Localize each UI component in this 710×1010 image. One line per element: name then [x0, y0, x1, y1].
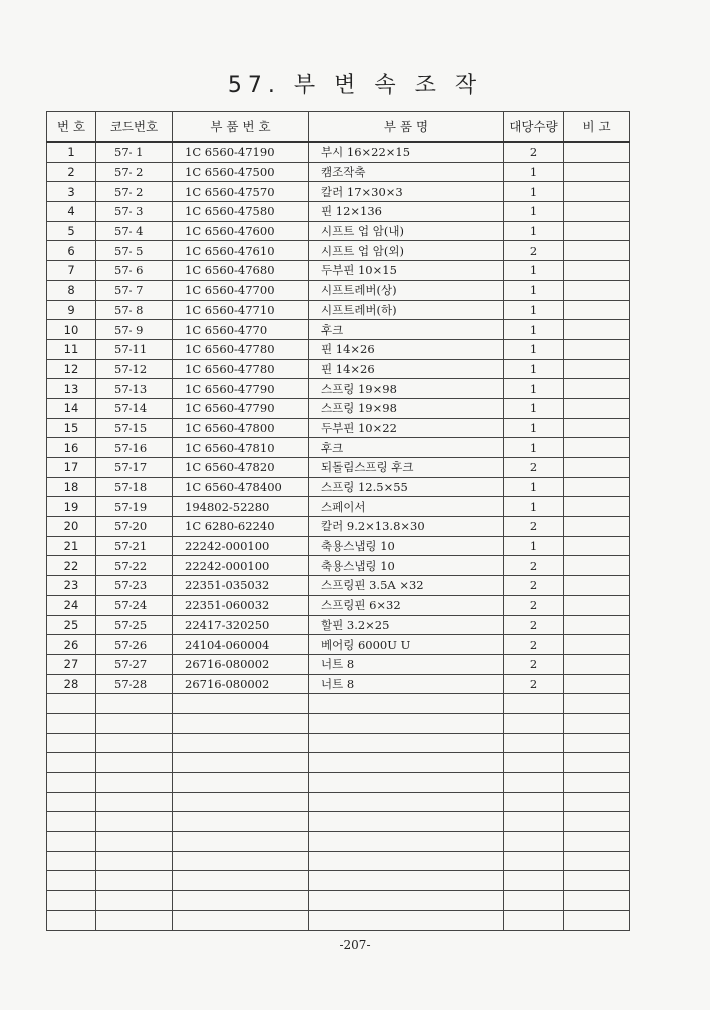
part-number-cell: 22242-000100	[173, 556, 309, 576]
part-number-cell: 1C 6280-62240	[173, 517, 309, 537]
quantity-cell: 1	[504, 182, 564, 202]
code-number-cell: 57- 6	[96, 261, 173, 281]
code-number-cell	[96, 753, 173, 773]
table-row	[47, 832, 630, 852]
code-number-cell: 57-20	[96, 517, 173, 537]
code-number-cell	[96, 891, 173, 911]
table-row	[47, 517, 630, 537]
row-number-cell: 17	[47, 458, 96, 478]
table-row	[47, 576, 630, 596]
col-quantity-header: 대당수량	[504, 112, 564, 143]
quantity-cell	[504, 773, 564, 793]
row-number-cell: 23	[47, 576, 96, 596]
part-name-cell: 스프링핀 6×32	[309, 595, 504, 615]
quantity-cell: 1	[504, 339, 564, 359]
part-name-cell: 너트 8	[309, 674, 504, 694]
row-number-cell: 26	[47, 635, 96, 655]
remarks-cell	[564, 300, 630, 320]
row-number-cell: 6	[47, 241, 96, 261]
table-row	[47, 182, 630, 202]
table-row	[47, 280, 630, 300]
code-number-cell: 57- 5	[96, 241, 173, 261]
table-row	[47, 418, 630, 438]
remarks-cell	[564, 871, 630, 891]
row-number-cell	[47, 792, 96, 812]
quantity-cell: 1	[504, 162, 564, 182]
remarks-cell	[564, 733, 630, 753]
part-number-cell	[173, 891, 309, 911]
part-number-cell: 194802-52280	[173, 497, 309, 517]
part-name-cell: 스프링 19×98	[309, 379, 504, 399]
remarks-cell	[564, 241, 630, 261]
part-name-cell	[309, 792, 504, 812]
quantity-cell: 2	[504, 595, 564, 615]
code-number-cell	[96, 812, 173, 832]
table-row	[47, 556, 630, 576]
part-number-cell	[173, 910, 309, 930]
remarks-cell	[564, 674, 630, 694]
part-number-cell: 1C 6560-47610	[173, 241, 309, 261]
remarks-cell	[564, 202, 630, 222]
row-number-cell: 25	[47, 615, 96, 635]
quantity-cell	[504, 792, 564, 812]
row-number-cell	[47, 713, 96, 733]
part-name-cell: 칼러 17×30×3	[309, 182, 504, 202]
quantity-cell	[504, 871, 564, 891]
table-body	[47, 142, 630, 930]
table-row	[47, 261, 630, 281]
quantity-cell	[504, 910, 564, 930]
part-name-cell: 핀 12×136	[309, 202, 504, 222]
remarks-cell	[564, 517, 630, 537]
part-name-cell: 베어링 6000U U	[309, 635, 504, 655]
row-number-cell: 7	[47, 261, 96, 281]
part-name-cell: 너트 8	[309, 654, 504, 674]
table-row	[47, 536, 630, 556]
part-name-cell: 할핀 3.2×25	[309, 615, 504, 635]
table-row	[47, 871, 630, 891]
table-row	[47, 339, 630, 359]
code-number-cell: 57-16	[96, 438, 173, 458]
quantity-cell: 1	[504, 221, 564, 241]
code-number-cell: 57-17	[96, 458, 173, 478]
code-number-cell: 57-12	[96, 359, 173, 379]
table-row	[47, 221, 630, 241]
row-number-cell	[47, 851, 96, 871]
part-name-cell: 시프트 업 암(내)	[309, 221, 504, 241]
table-row	[47, 320, 630, 340]
row-number-cell	[47, 753, 96, 773]
part-name-cell: 두부핀 10×22	[309, 418, 504, 438]
part-number-cell: 22351-035032	[173, 576, 309, 596]
part-name-cell	[309, 713, 504, 733]
code-number-cell: 57- 3	[96, 202, 173, 222]
table-row	[47, 792, 630, 812]
quantity-cell: 1	[504, 202, 564, 222]
remarks-cell	[564, 162, 630, 182]
col-part-number-header: 부 품 번 호	[173, 112, 309, 143]
quantity-cell	[504, 753, 564, 773]
quantity-cell	[504, 891, 564, 911]
table-row	[47, 733, 630, 753]
row-number-cell: 20	[47, 517, 96, 537]
part-name-cell	[309, 910, 504, 930]
row-number-cell: 22	[47, 556, 96, 576]
code-number-cell: 57- 8	[96, 300, 173, 320]
quantity-cell: 2	[504, 654, 564, 674]
parts-table	[46, 111, 630, 931]
table-row	[47, 635, 630, 655]
table-row	[47, 674, 630, 694]
quantity-cell	[504, 851, 564, 871]
part-name-cell	[309, 871, 504, 891]
part-number-cell: 22351-060032	[173, 595, 309, 615]
code-number-cell: 57- 1	[96, 142, 173, 162]
remarks-cell	[564, 753, 630, 773]
quantity-cell: 1	[504, 438, 564, 458]
table-row	[47, 398, 630, 418]
code-number-cell	[96, 910, 173, 930]
code-number-cell: 57-23	[96, 576, 173, 596]
remarks-cell	[564, 654, 630, 674]
col-code-header: 코드번호	[96, 112, 173, 143]
remarks-cell	[564, 438, 630, 458]
quantity-cell: 1	[504, 536, 564, 556]
table-row	[47, 694, 630, 714]
code-number-cell: 57-11	[96, 339, 173, 359]
table-row	[47, 713, 630, 733]
table-row	[47, 438, 630, 458]
part-number-cell	[173, 851, 309, 871]
part-name-cell	[309, 694, 504, 714]
page-number: -207-	[339, 938, 371, 952]
part-number-cell: 22242-000100	[173, 536, 309, 556]
table-row	[47, 910, 630, 930]
row-number-cell: 12	[47, 359, 96, 379]
table-row	[47, 458, 630, 478]
row-number-cell: 3	[47, 182, 96, 202]
table-row	[47, 497, 630, 517]
part-number-cell: 1C 6560-47790	[173, 379, 309, 399]
row-number-cell: 16	[47, 438, 96, 458]
table-row	[47, 812, 630, 832]
code-number-cell: 57-19	[96, 497, 173, 517]
part-number-cell	[173, 713, 309, 733]
table-row	[47, 773, 630, 793]
row-number-cell: 18	[47, 477, 96, 497]
table-row	[47, 654, 630, 674]
part-name-cell: 스페이서	[309, 497, 504, 517]
remarks-cell	[564, 556, 630, 576]
table-row	[47, 891, 630, 911]
row-number-cell: 27	[47, 654, 96, 674]
page-title: 57. 부 변 속 조 작	[227, 73, 483, 98]
remarks-cell	[564, 615, 630, 635]
row-number-cell: 28	[47, 674, 96, 694]
quantity-cell: 1	[504, 398, 564, 418]
header-row	[47, 112, 630, 143]
quantity-cell: 2	[504, 635, 564, 655]
part-number-cell: 1C 6560-478400	[173, 477, 309, 497]
part-number-cell: 22417-320250	[173, 615, 309, 635]
part-number-cell: 24104-060004	[173, 635, 309, 655]
row-number-cell: 11	[47, 339, 96, 359]
part-name-cell	[309, 812, 504, 832]
table-row	[47, 241, 630, 261]
code-number-cell	[96, 733, 173, 753]
remarks-cell	[564, 832, 630, 852]
row-number-cell	[47, 832, 96, 852]
col-part-name-header: 부 품 명	[309, 112, 504, 143]
remarks-cell	[564, 595, 630, 615]
part-number-cell: 1C 6560-47680	[173, 261, 309, 281]
remarks-cell	[564, 339, 630, 359]
part-name-cell: 스프링핀 3.5A ×32	[309, 576, 504, 596]
code-number-cell: 57- 9	[96, 320, 173, 340]
part-number-cell: 1C 6560-47790	[173, 398, 309, 418]
part-name-cell: 시프트레버(상)	[309, 280, 504, 300]
part-number-cell: 1C 6560-47820	[173, 458, 309, 478]
part-number-cell	[173, 753, 309, 773]
part-number-cell	[173, 871, 309, 891]
row-number-cell: 15	[47, 418, 96, 438]
row-number-cell	[47, 871, 96, 891]
part-name-cell: 시프트레버(하)	[309, 300, 504, 320]
code-number-cell: 57-24	[96, 595, 173, 615]
quantity-cell: 2	[504, 517, 564, 537]
code-number-cell: 57-25	[96, 615, 173, 635]
row-number-cell: 14	[47, 398, 96, 418]
table-row	[47, 359, 630, 379]
remarks-cell	[564, 536, 630, 556]
remarks-cell	[564, 891, 630, 911]
part-number-cell	[173, 773, 309, 793]
code-number-cell: 57-22	[96, 556, 173, 576]
quantity-cell: 2	[504, 241, 564, 261]
part-number-cell: 1C 6560-47780	[173, 339, 309, 359]
part-name-cell: 되돌림스프링 후크	[309, 458, 504, 478]
part-name-cell: 스프링 12.5×55	[309, 477, 504, 497]
part-number-cell	[173, 832, 309, 852]
code-number-cell	[96, 792, 173, 812]
row-number-cell: 10	[47, 320, 96, 340]
remarks-cell	[564, 477, 630, 497]
table-row	[47, 615, 630, 635]
quantity-cell	[504, 812, 564, 832]
part-name-cell	[309, 832, 504, 852]
remarks-cell	[564, 713, 630, 733]
quantity-cell: 2	[504, 556, 564, 576]
quantity-cell: 2	[504, 674, 564, 694]
row-number-cell: 13	[47, 379, 96, 399]
quantity-cell: 2	[504, 142, 564, 162]
quantity-cell: 1	[504, 280, 564, 300]
part-name-cell: 축용스냅링 10	[309, 536, 504, 556]
remarks-cell	[564, 379, 630, 399]
code-number-cell: 57- 2	[96, 162, 173, 182]
part-name-cell	[309, 891, 504, 911]
row-number-cell	[47, 773, 96, 793]
row-number-cell: 9	[47, 300, 96, 320]
table-row	[47, 142, 630, 162]
remarks-cell	[564, 458, 630, 478]
remarks-cell	[564, 398, 630, 418]
remarks-cell	[564, 851, 630, 871]
part-name-cell: 시프트 업 암(외)	[309, 241, 504, 261]
code-number-cell: 57-27	[96, 654, 173, 674]
row-number-cell: 2	[47, 162, 96, 182]
part-number-cell: 1C 6560-47800	[173, 418, 309, 438]
quantity-cell: 2	[504, 576, 564, 596]
remarks-cell	[564, 261, 630, 281]
quantity-cell: 1	[504, 418, 564, 438]
code-number-cell: 57-14	[96, 398, 173, 418]
row-number-cell: 5	[47, 221, 96, 241]
code-number-cell	[96, 871, 173, 891]
quantity-cell	[504, 694, 564, 714]
quantity-cell: 1	[504, 497, 564, 517]
quantity-cell	[504, 733, 564, 753]
quantity-cell: 1	[504, 379, 564, 399]
code-number-cell	[96, 832, 173, 852]
part-number-cell: 1C 6560-47710	[173, 300, 309, 320]
code-number-cell: 57-28	[96, 674, 173, 694]
table-row	[47, 379, 630, 399]
part-name-cell: 후크	[309, 438, 504, 458]
remarks-cell	[564, 418, 630, 438]
table-row	[47, 162, 630, 182]
code-number-cell: 57- 7	[96, 280, 173, 300]
part-name-cell: 두부핀 10×15	[309, 261, 504, 281]
row-number-cell: 8	[47, 280, 96, 300]
part-name-cell: 부시 16×22×15	[309, 142, 504, 162]
quantity-cell: 2	[504, 615, 564, 635]
quantity-cell	[504, 832, 564, 852]
part-number-cell	[173, 812, 309, 832]
remarks-cell	[564, 910, 630, 930]
remarks-cell	[564, 773, 630, 793]
part-number-cell: 26716-080002	[173, 654, 309, 674]
code-number-cell	[96, 694, 173, 714]
row-number-cell	[47, 910, 96, 930]
remarks-cell	[564, 694, 630, 714]
remarks-cell	[564, 182, 630, 202]
part-number-cell: 1C 6560-47190	[173, 142, 309, 162]
quantity-cell: 2	[504, 458, 564, 478]
quantity-cell	[504, 713, 564, 733]
table-row	[47, 202, 630, 222]
row-number-cell: 1	[47, 142, 96, 162]
row-number-cell	[47, 891, 96, 911]
table-row	[47, 595, 630, 615]
part-name-cell: 핀 14×26	[309, 359, 504, 379]
part-name-cell: 스프링 19×98	[309, 398, 504, 418]
part-number-cell: 1C 6560-47780	[173, 359, 309, 379]
quantity-cell: 1	[504, 320, 564, 340]
table-header	[47, 112, 630, 143]
quantity-cell: 1	[504, 359, 564, 379]
part-number-cell: 1C 6560-47500	[173, 162, 309, 182]
row-number-cell	[47, 812, 96, 832]
col-remarks-header: 비 고	[564, 112, 630, 143]
part-name-cell	[309, 733, 504, 753]
table-row	[47, 300, 630, 320]
remarks-cell	[564, 497, 630, 517]
part-number-cell: 1C 6560-47810	[173, 438, 309, 458]
remarks-cell	[564, 280, 630, 300]
part-name-cell	[309, 753, 504, 773]
code-number-cell: 57-13	[96, 379, 173, 399]
code-number-cell	[96, 713, 173, 733]
remarks-cell	[564, 359, 630, 379]
remarks-cell	[564, 221, 630, 241]
code-number-cell: 57-21	[96, 536, 173, 556]
part-number-cell	[173, 733, 309, 753]
part-name-cell	[309, 851, 504, 871]
code-number-cell: 57- 2	[96, 182, 173, 202]
table-row	[47, 851, 630, 871]
part-number-cell: 26716-080002	[173, 674, 309, 694]
remarks-cell	[564, 812, 630, 832]
remarks-cell	[564, 635, 630, 655]
code-number-cell: 57- 4	[96, 221, 173, 241]
code-number-cell: 57-18	[96, 477, 173, 497]
col-number-header: 번 호	[47, 112, 96, 143]
code-number-cell: 57-15	[96, 418, 173, 438]
part-name-cell: 핀 14×26	[309, 339, 504, 359]
part-number-cell: 1C 6560-47580	[173, 202, 309, 222]
part-number-cell	[173, 792, 309, 812]
quantity-cell: 1	[504, 477, 564, 497]
table-row	[47, 477, 630, 497]
quantity-cell: 1	[504, 300, 564, 320]
row-number-cell: 21	[47, 536, 96, 556]
part-number-cell: 1C 6560-47600	[173, 221, 309, 241]
table-row	[47, 753, 630, 773]
row-number-cell: 4	[47, 202, 96, 222]
remarks-cell	[564, 320, 630, 340]
row-number-cell: 24	[47, 595, 96, 615]
row-number-cell	[47, 733, 96, 753]
remarks-cell	[564, 792, 630, 812]
part-name-cell: 칼러 9.2×13.8×30	[309, 517, 504, 537]
part-number-cell	[173, 694, 309, 714]
code-number-cell	[96, 773, 173, 793]
part-number-cell: 1C 6560-47700	[173, 280, 309, 300]
row-number-cell	[47, 694, 96, 714]
part-name-cell: 축용스냅링 10	[309, 556, 504, 576]
quantity-cell: 1	[504, 261, 564, 281]
part-name-cell: 캠조작축	[309, 162, 504, 182]
part-number-cell: 1C 6560-4770	[173, 320, 309, 340]
part-name-cell: 후크	[309, 320, 504, 340]
remarks-cell	[564, 142, 630, 162]
remarks-cell	[564, 576, 630, 596]
code-number-cell: 57-26	[96, 635, 173, 655]
code-number-cell	[96, 851, 173, 871]
part-number-cell: 1C 6560-47570	[173, 182, 309, 202]
part-name-cell	[309, 773, 504, 793]
row-number-cell: 19	[47, 497, 96, 517]
